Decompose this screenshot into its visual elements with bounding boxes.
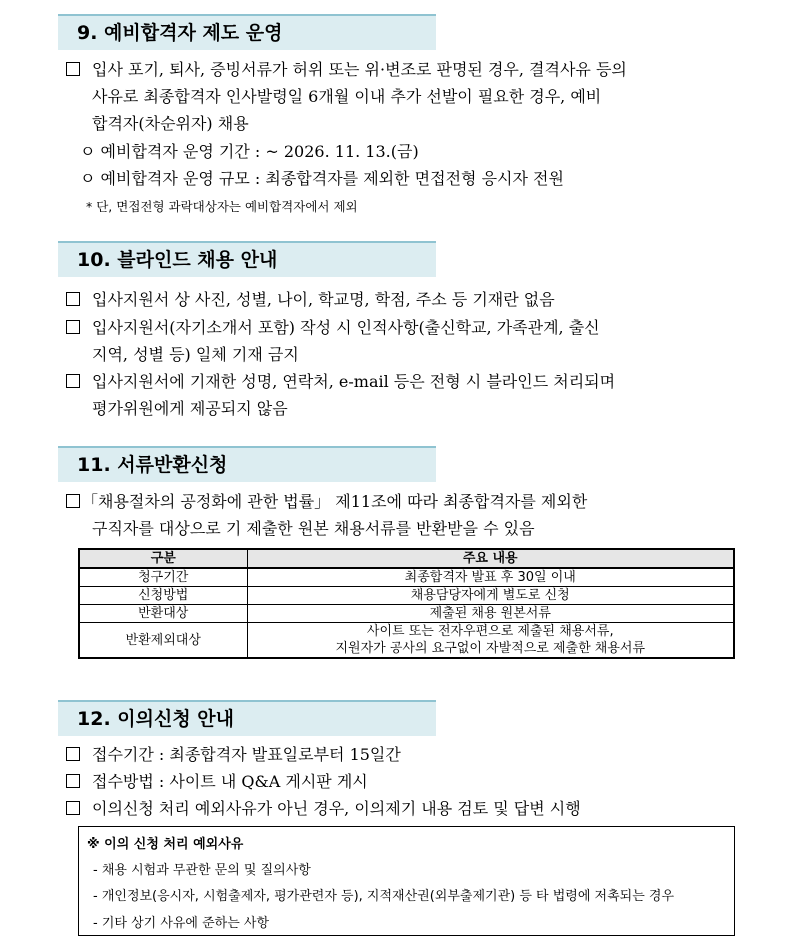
table-row <box>79 605 734 623</box>
text: 접수방법 : 사이트 내 Q&A 게시판 게시 <box>92 772 368 791</box>
table-cell: 신청방법 <box>79 587 247 605</box>
sec11-paragraph-1-line-2: 구직자를 대상으로 기 제출한 원본 채용서류를 반환받을 수 있음 <box>92 519 535 538</box>
table-cell-line: 사이트 또는 전자우편으로 제출된 채용서류, <box>366 624 614 639</box>
exception-box <box>78 826 735 936</box>
sec10-paragraph-1 <box>66 288 555 312</box>
table-row <box>79 623 734 659</box>
section-9-title: 9. 예비합격자 제도 운영 <box>58 14 436 50</box>
table-row <box>79 568 734 587</box>
sec10-paragraph-3-line-2: 평가위원에게 제공되지 않음 <box>92 399 288 418</box>
text: 입사지원서(자기소개서 포함) 작성 시 인적사항(출신학교, 가족관계, 출신 <box>92 318 600 337</box>
sec10-paragraph-2 <box>66 316 600 340</box>
table-header-row <box>79 549 734 568</box>
text: 입사 포기, 퇴사, 증빙서류가 허위 또는 위·변조로 판명된 경우, 결격사유 등의 <box>92 60 627 79</box>
checkbox-square-icon <box>66 320 80 334</box>
sec9-paragraph-1-line-3: 합격자(차순위자) 채용 <box>92 114 249 133</box>
text: 이의신청 처리 예외사유가 아닌 경우, 이의제기 내용 검토 및 답변 시행 <box>92 799 581 818</box>
text: 입사지원서 상 사진, 성별, 나이, 학교명, 학점, 주소 등 기재란 없음 <box>92 290 555 309</box>
sec12-paragraph-1 <box>66 743 401 767</box>
table-cell: 반환대상 <box>79 605 247 623</box>
checkbox-square-icon <box>66 374 80 388</box>
checkbox-square-icon <box>66 62 80 76</box>
table-cell: 최종합격자 발표 후 30일 이내 <box>247 568 734 587</box>
document-return-table <box>78 548 735 659</box>
checkbox-square-icon <box>66 292 80 306</box>
text: 입사지원서에 기재한 성명, 연락처, e-mail 등은 전형 시 블라인드 처리되며 <box>92 372 616 391</box>
section-10-title: 10. 블라인드 채용 안내 <box>58 241 436 277</box>
exception-title: ※ 이의 신청 처리 예외사유 <box>87 837 244 852</box>
exception-item: - 기타 상기 사유에 준하는 사항 <box>93 916 270 931</box>
sec10-paragraph-3 <box>66 370 615 394</box>
section-11-title: 11. 서류반환신청 <box>58 446 436 482</box>
text: 접수기간 : 최종합격자 발표일로부터 15일간 <box>92 745 401 764</box>
sec12-paragraph-2 <box>66 770 368 794</box>
table-cell: 반환제외대상 <box>79 623 247 659</box>
table-header-cell: 구분 <box>79 549 247 568</box>
text: 「채용절차의 공정화에 관한 법률」 제11조에 따라 최종합격자를 제외한 <box>82 492 588 511</box>
section-12-title: 12. 이의신청 안내 <box>58 700 436 736</box>
table-cell-line: 지원자가 공사의 요구없이 자발적으로 제출한 채용서류 <box>335 641 645 656</box>
table-row <box>79 587 734 605</box>
sec9-bullet-2: ㅇ 예비합격자 운영 규모 : 최종합격자를 제외한 면접전형 응시자 전원 <box>80 169 564 188</box>
sec12-paragraph-3 <box>66 797 581 821</box>
sec9-paragraph-1-line-2: 사유로 최종합격자 인사발령일 6개월 이내 추가 선발이 필요한 경우, 예비 <box>92 87 602 106</box>
checkbox-square-icon <box>66 774 80 788</box>
table-cell: 제출된 채용 원본서류 <box>247 605 734 623</box>
sec10-paragraph-2-line-2: 지역, 성별 등) 일체 기재 금지 <box>92 345 299 364</box>
sec9-note: * 단, 면접전형 과락대상자는 예비합격자에서 제외 <box>86 199 358 214</box>
table-cell: 채용담당자에게 별도로 신청 <box>247 587 734 605</box>
exception-item: - 채용 시험과 무관한 문의 및 질의사항 <box>93 863 311 878</box>
checkbox-square-icon <box>66 494 80 508</box>
sec9-paragraph-1 <box>66 58 627 82</box>
checkbox-square-icon <box>66 747 80 761</box>
sec9-bullet-1: ㅇ 예비합격자 운영 기간 : ~ 2026. 11. 13.(금) <box>80 142 419 161</box>
exception-item: - 개인정보(응시자, 시험출제자, 평가관련자 등), 지적재산권(외부출제기관) 등 타 법령에 저촉되는 경우 <box>93 889 675 904</box>
checkbox-square-icon <box>66 801 80 815</box>
table-header-cell: 주요 내용 <box>247 549 734 568</box>
table-cell: 청구기간 <box>79 568 247 587</box>
table-cell <box>247 623 734 659</box>
sec11-paragraph-1 <box>66 490 587 514</box>
